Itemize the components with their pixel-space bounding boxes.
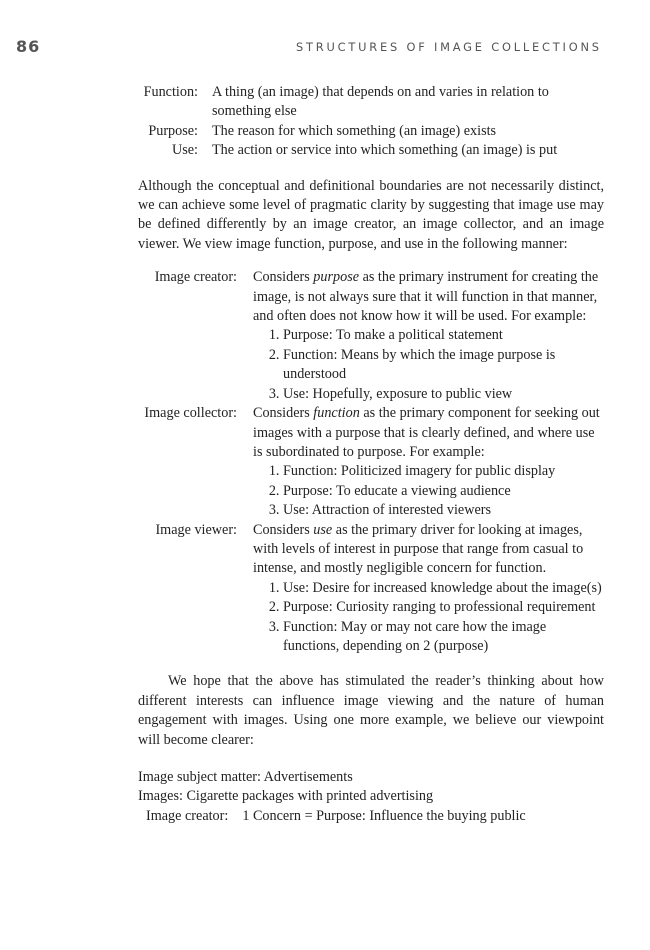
page-number: 86 (16, 37, 41, 56)
role-emphasis: purpose (313, 269, 360, 286)
role-list (138, 268, 604, 656)
role-term: Image viewer: (155, 521, 237, 538)
role-emphasis: use (313, 521, 333, 538)
list-item: 3. Use: Hopefully, exposure to public view (283, 385, 604, 404)
list-item: 1. Purpose: To make a political statement (283, 326, 604, 345)
list-item: 3. Use: Attraction of interested viewers (283, 501, 604, 520)
paragraph-intro: Although the conceptual and definitional boundaries are not necessarily distinct, we can achieve some level of pragmatic clarity by suggesting that image use may be defined differently by an image creator, an image collector, and an image viewer. We view image function, purpose, and use in the following manner: (138, 177, 604, 252)
list-item: 2. Function: Means by which the image purpose is understood (283, 346, 604, 385)
paragraph-conclusion: We hope that the above has stimulated the reader’s thinking about how different interests can influence image viewing and the nature of human engagement with images. Using one more example, we believe our viewpoint will become clearer: (138, 673, 604, 748)
definition-text: The reason for which something (an image) exists (212, 122, 497, 139)
definition-term: Use: (171, 142, 198, 159)
role-image-viewer (138, 521, 604, 657)
definition-row-use (138, 141, 604, 160)
definition-term: Purpose: (148, 122, 198, 139)
list-item: 1. Use: Desire for increased knowledge about the image(s) (283, 579, 604, 598)
role-example-list (253, 579, 604, 657)
role-term: Image creator: (154, 269, 237, 286)
list-item: 3. Function: May or may not care how the image functions, depending on 2 (purpose) (283, 618, 604, 657)
role-text-pre: Considers (253, 521, 314, 538)
example-images: Images: Cigarette packages with printed advertising (138, 788, 434, 805)
role-example-list (253, 462, 604, 520)
list-item: 2. Purpose: To educate a viewing audience (283, 482, 604, 501)
role-emphasis: function (313, 405, 360, 422)
definition-list (138, 83, 604, 161)
role-text-post: as the primary instrument for creating the image, is not always sure that it will function in that manner, and often does not know how it will be used. For example: (253, 269, 599, 325)
definition-text: A thing (an image) that depends on and varies in relation to something else (212, 84, 549, 120)
role-text-pre: Considers (253, 405, 314, 422)
role-image-collector (138, 404, 604, 520)
example-block (138, 768, 604, 826)
role-text-pre: Considers (253, 269, 314, 286)
role-image-creator (138, 268, 604, 404)
example-subject: Image subject matter: Advertisements (138, 769, 353, 785)
running-head: STRUCTURES OF IMAGE COLLECTIONS (296, 40, 602, 54)
role-text-post: as the primary component for seeking out images with a purpose that is clearly defined, and where use is subordinated to purpose. For example: (253, 405, 600, 460)
role-example-list (253, 326, 604, 404)
role-text-post: as the primary driver for looking at images, with levels of interest in purpose that range from casual to intense, and mostly negligible concern for function. (253, 521, 584, 577)
definition-text: The action or service into which something (an image) is put (212, 142, 558, 159)
definition-row-function (138, 83, 604, 122)
role-description (253, 521, 604, 657)
role-term: Image collector: (144, 405, 237, 422)
example-creator-label: Image creator: (146, 807, 229, 824)
definition-row-purpose (138, 122, 604, 141)
example-creator-row (138, 807, 604, 826)
role-description (253, 268, 604, 404)
definition-term: Function: (143, 84, 198, 100)
list-item: 2. Purpose: Curiosity ranging to professional requirement (283, 598, 604, 617)
role-description (253, 404, 604, 520)
example-creator-text: 1 Concern = Purpose: Influence the buying public (242, 807, 526, 824)
list-item: 1. Function: Politicized imagery for public display (283, 462, 604, 481)
page-body (138, 83, 604, 826)
